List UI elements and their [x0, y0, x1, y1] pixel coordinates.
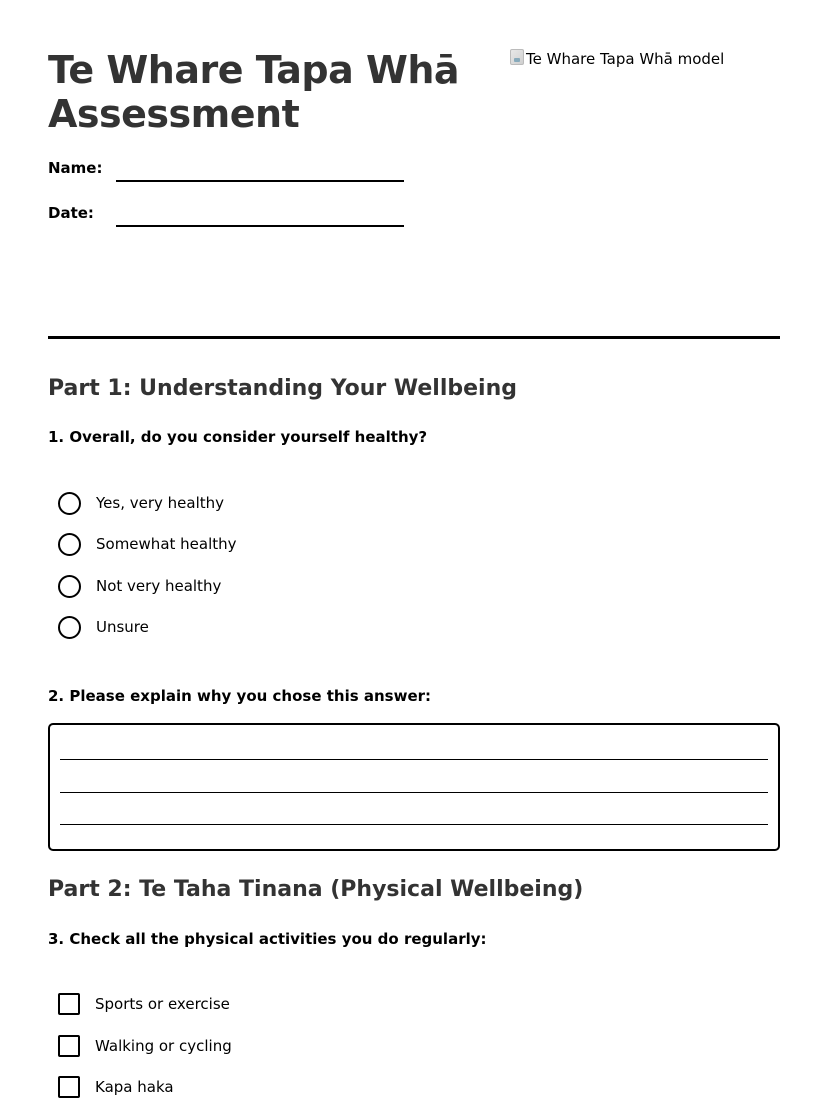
option-label: Not very healthy [96, 577, 222, 595]
assessment-page [48, 0, 780, 1118]
q1-option-1[interactable] [58, 491, 224, 515]
date-field-row [48, 203, 408, 227]
option-label: Yes, very healthy [96, 494, 225, 512]
option-label: Kapa haka [95, 1078, 174, 1096]
answer-line [60, 792, 768, 793]
q1-option-3[interactable] [58, 574, 221, 598]
radio-button[interactable] [58, 616, 81, 639]
explanation-textarea[interactable] [48, 723, 780, 851]
answer-line [60, 824, 768, 825]
checkbox[interactable] [58, 1076, 80, 1098]
radio-button[interactable] [58, 575, 81, 598]
q3-option-2[interactable] [58, 1034, 232, 1058]
model-image-alt-text: Te Whare Tapa Whā model [526, 50, 725, 68]
name-field[interactable] [116, 180, 404, 182]
option-label: Walking or cycling [95, 1037, 232, 1055]
question-1: 1. Overall, do you consider yourself healthy? [48, 428, 428, 446]
broken-image-icon [510, 49, 524, 65]
q3-option-1[interactable] [58, 992, 230, 1016]
date-field[interactable] [116, 225, 404, 227]
date-label: Date: [48, 204, 94, 222]
option-label: Unsure [96, 618, 149, 636]
name-label: Name: [48, 159, 103, 177]
checkbox[interactable] [58, 1035, 80, 1057]
q1-option-4[interactable] [58, 615, 149, 639]
name-field-row [48, 158, 408, 182]
part1-heading: Part 1: Understanding Your Wellbeing [48, 376, 517, 401]
page-title: Te Whare Tapa Whā Assessment [48, 48, 460, 136]
radio-button[interactable] [58, 533, 81, 556]
answer-line [60, 759, 768, 760]
q3-option-3[interactable] [58, 1075, 174, 1099]
radio-button[interactable] [58, 492, 81, 515]
question-3: 3. Check all the physical activities you do regularly: [48, 930, 487, 948]
part2-heading: Part 2: Te Taha Tinana (Physical Wellbeing) [48, 877, 584, 902]
option-label: Somewhat healthy [96, 535, 237, 553]
section-divider [48, 336, 780, 339]
question-2: 2. Please explain why you chose this answer: [48, 687, 432, 705]
q1-option-2[interactable] [58, 532, 237, 556]
model-image [510, 48, 724, 70]
checkbox[interactable] [58, 993, 80, 1015]
option-label: Sports or exercise [95, 995, 230, 1013]
